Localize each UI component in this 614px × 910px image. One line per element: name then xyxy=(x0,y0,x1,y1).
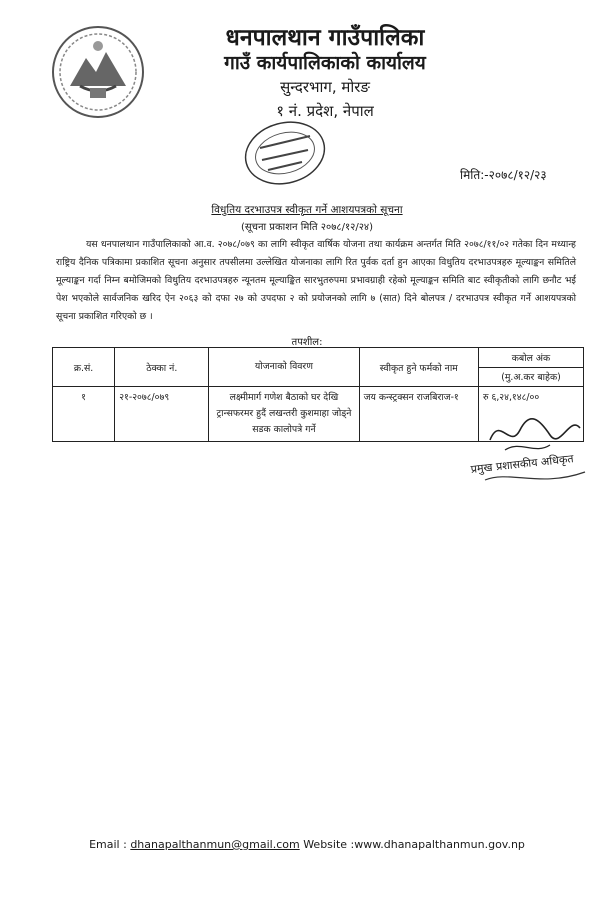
municipality-emblem-icon xyxy=(50,24,146,120)
col-header-sn: क्र.सं. xyxy=(53,348,115,387)
cell-sn: १ xyxy=(53,387,115,442)
officer-title: प्रमुख प्रशासकीय अधिकृत xyxy=(470,452,575,476)
cell-firm: जय कन्स्ट्रक्सन राजबिराज-१ xyxy=(359,387,478,442)
footer-email-link[interactable]: dhanapalthanmun@gmail.com xyxy=(130,838,300,851)
col-header-description: योजनाको विवरण xyxy=(209,348,359,387)
footer-website-link[interactable]: www.dhanapalthanmun.gov.np xyxy=(354,838,525,851)
footer-email-label: Email : xyxy=(89,838,127,851)
notice-date: मिति:-२०७८/१२/२३ xyxy=(460,168,547,182)
cell-description: लक्ष्मीमार्ग गणेश बैठाको घर देखि ट्रान्सफरमर हुदैं लखन्तरी कुशमाहा जोड्ने सडक कालोपत्रे गर्ने xyxy=(209,387,359,442)
col-header-amount xyxy=(478,348,583,387)
office-stamp-icon xyxy=(240,118,330,188)
col-header-contract-no: ठेक्का नं. xyxy=(115,348,209,387)
header-province: १ नं. प्रदेश, नेपाल xyxy=(276,102,374,120)
notice-title: विधुतिय दरभाउपत्र स्वीकृत गर्ने आशयपत्रको सूचना xyxy=(211,204,403,216)
notice-publish-date: (सूचना प्रकाशन मिति २०७८/१२/२४) xyxy=(240,222,374,233)
footer-contact xyxy=(0,838,614,851)
col-header-firm: स्वीकृत हुने फर्मको नाम xyxy=(359,348,478,387)
col-header-amount-label: कबोल अंक xyxy=(511,353,551,364)
header-address: सुन्दरभाग, मोरङ xyxy=(280,78,370,96)
cell-contract-no: २१-२०७८/०७९ xyxy=(115,387,209,442)
cell-amount: रु ६,२४,१४८/०० xyxy=(478,387,583,442)
header-municipality-name: धनपालथान गाउँपालिका xyxy=(225,25,425,51)
details-label: तपशील: xyxy=(291,337,323,348)
footer-website-label: Website : xyxy=(303,838,355,851)
notice-body: यस धनपालथान गाउँपालिकाको आ.व. २०७८/०७९ का लागि स्वीकृत वार्षिक योजना तथा कार्यक्रम अन्तर्गत मिति २०७८/११/०२ गतेका दिन मध्यान्ह राष्ट्रिय दैनिक पत्रिकामा प्रकाशित सूचना अनुसार तपसीलमा उल्लेखित योजनाका लागि रित पुर्वक दर्ता हुन आएका विधुतिय दरभाउपत्रहरु मूल्याङ्कन समितिले मूल्याङ्कन गर्दा निम्न बमोजिमको विधुतिय दरभाउपत्रहरु न्यूनतम मूल्याङ्कित सारभुतरुपमा प्रभावग्राही रहेको मूल्याङ्कन समिति बाट स्वीकृतीको लागि छनौट भई पेश भएकोले सार्वजनिक खरिद ऐन २०६३ को दफा २७ को उपदफा २ को प्रयोजनको लागि ७ (सात) दिने बोलपत्र / दरभाउपत्र स्वीकृत गर्ने आशयपत्रको सूचना प्रकाशित गरिएको छ । xyxy=(56,239,576,322)
header-office-name: गाउँ कार्यपालिकाको कार्यालय xyxy=(224,52,426,74)
table-header-row xyxy=(53,348,584,387)
col-header-amount-note: (मु.अ.कर बाहेक) xyxy=(479,367,583,383)
